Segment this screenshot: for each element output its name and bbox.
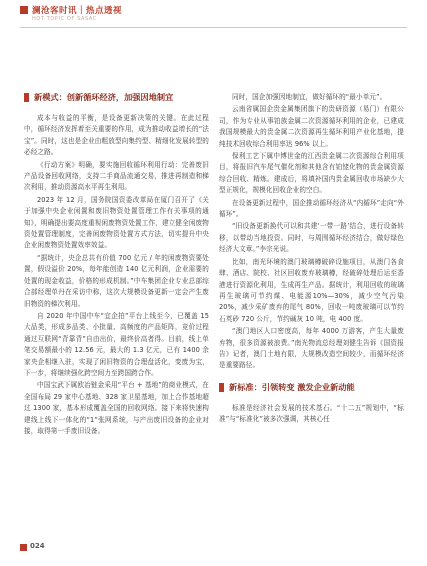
header-marker	[20, 6, 28, 14]
paragraph: 在设备更新过程中，国企推动循环经济从“内循环”走向“外循环”。	[219, 198, 404, 219]
left-column	[24, 92, 209, 438]
paragraph: 比如，南光环境的澳门玻璃樽破碎设施项目，从澳门各食肆、酒店、院校、社区回收废弃玻璃樽，经破碎处理后运至香港进行资源化利用，生成再生产品。据统计，利用回收的玻璃再生玻璃可节约煤、电能源10%—30%，减少空气污染 20%，减少采矿废弃的尾气 80%，回收一吨废玻璃可以节约石英砂 720 公斤，节约碱灰 10 吨，电 400 度。	[219, 257, 404, 323]
paragraph: 保利工艺下属中博世金的江西贵金属二次资源综合利用项目，将报旧汽车尾气催化剂和其他含有铂铑化物的贵金属资源综合回收、精炼。建成后，将填补国内贵金属回收市场缺少大型正规化，规模化回收企业的空白。	[219, 152, 404, 195]
paragraph: 中国宝武下属欧冶链金采用“平台 + 基地”的商业模式，在全国布局 29 家中心基地、328 家卫星基地，加上合作基地超过 1300 家，基本形成覆盖全国的回收网络。接下来将快速构建线上线下一体化的“1”张网系统，与产出废旧设备的企业对接，取得第一手废旧设备。	[24, 381, 209, 435]
section-title: 新标准：引领转变 激发企业新动能	[229, 381, 355, 392]
section-marker	[24, 93, 29, 102]
page-number: 024	[30, 542, 45, 550]
footer-marker	[20, 544, 27, 551]
header-subtitle: HOT TOPIC OF SASAC	[32, 16, 97, 22]
paragraph: 同时，国企加强因地制宜，做好循环的“最小单元”。	[232, 93, 387, 101]
section-title: 新模式：创新循环经济，加强因地制宜	[34, 92, 174, 102]
paragraph: 《行动方案》明确，要实施回收循环利用行动：完善废旧产品设备回收网络，支持二手商品流通交易，推进再制造和梯次利用，推动资源高水平再生利用。	[24, 160, 209, 192]
paragraph: “据统计，央企总共有价值 700 亿元 / 年的闲废物资要处置，假设溢价 20%，每年能创造 140 亿元利润，企业需要的处置的现金收益，价格的形成机制。”中车集团企业专业总部综合部经理单丹在采访中称，这次大规模设备更新一定会产生废旧物资的梯次利用。	[24, 253, 209, 308]
paragraph: 云南省属国企贵金属集团旗下的贵研资源（易门）有限公司，作为专业从事铂族金属二次资源循环利用的企业，已建成我国规模最大的贵金属二次资源再生循环利用产业化基地，提纯技术回收综合利用率达 96% 以上。	[219, 105, 404, 148]
paragraph: 成本与收益的平衡，是设备更新决策的关键。在此过程中，循环经济发挥着至关重要的作用，成为推动收益增长的“法宝”。同时，这也是企业由粗放型向集约型、精细化发展转型的必经之路。	[24, 114, 209, 157]
right-column	[219, 92, 404, 427]
paragraph: 2023 年 12 月，国务院国资委改革局在厦门召开了《关于加强中央企业闲置和废旧物资处置管理工作有关事项的通知》，明确提出要高度重视闲废物资处置工作，建立健全闲废物资处置管理制度，完善闲废物资处置方式方法，切实提升中央企业闲废物资处置效率效益。	[24, 195, 209, 250]
paragraph: “旧设备更新换代可以和共建‘一带一路’结合，进行设备转移，以带动当地投资。同时，与周围循环经济结合，做好绿色经济大文章。”李宗光说。	[219, 222, 404, 254]
paragraph: 自 2020 年中国中车“宜企拍”平台上线至今，已覆盖 15 大品类，形成多品类、小批量、高频度的产品矩阵，竞价过程通过互联网“背靠背”自由出价，最终价高者得。目前，线上单笔交易额最小的 12.56 元，最大的 1.3 亿元，已有 1400 余家央企相继入驻，实现了闲旧物资的合理盘活化，变废为宝，下一步，将继续强化跨空间力至跨国跨合作。	[24, 311, 209, 377]
section-marker	[219, 383, 224, 392]
paragraph: “澳门地区人口密度高，每年 4000 万游客，产生大量废弃物，很多资源被浪费。”南光物流总经理刘健生告诉《国资报告》记者，澳门土地有限，大规模改造空间较少，而循环经济是重要路径。	[219, 327, 404, 370]
section-heading	[24, 92, 209, 103]
header-title: 澜沧客时讯｜热点透视	[32, 6, 123, 16]
paragraph: 标准是经济社会发展的技术基石。“十二五”规划中，“标准”与“标准化”被多次强调，其核心任	[219, 403, 404, 424]
header-divider	[20, 27, 407, 28]
section-heading	[219, 382, 404, 393]
